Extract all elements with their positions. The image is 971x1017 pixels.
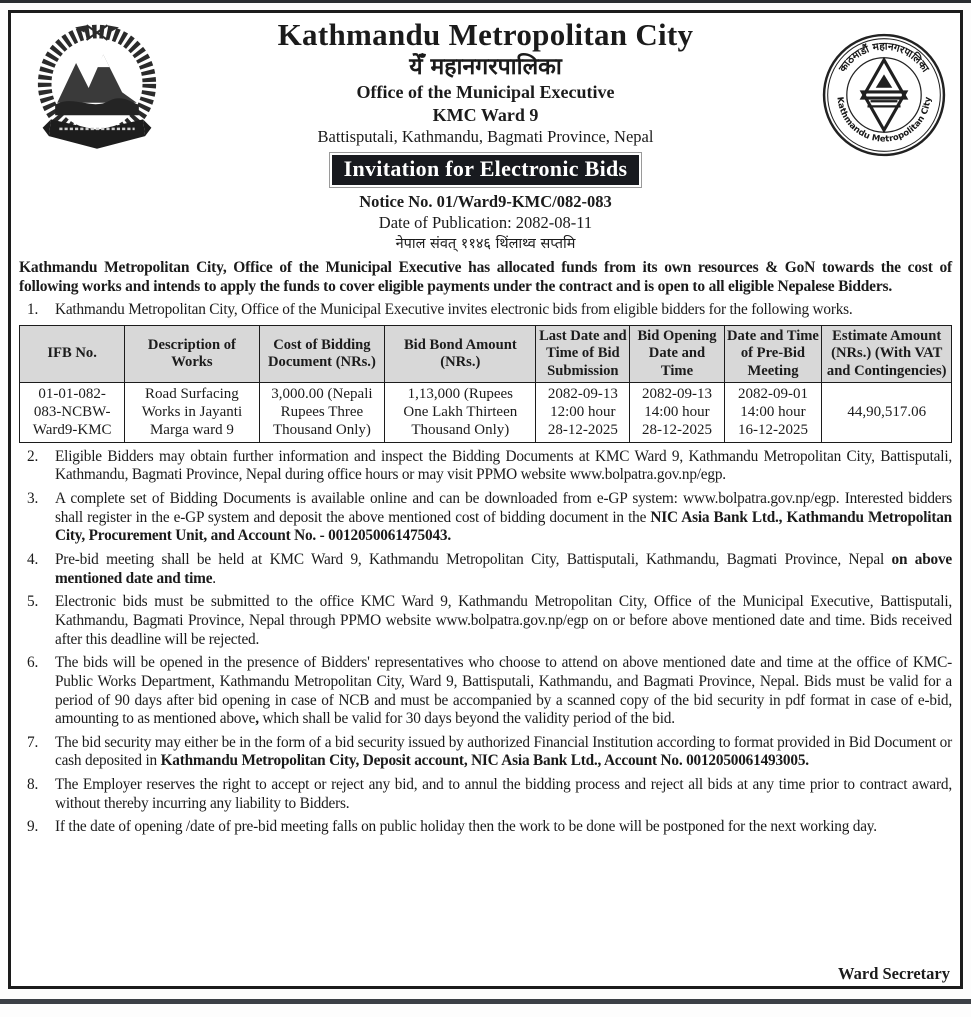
- table-header-cell: Bid Opening Date and Time: [630, 326, 724, 383]
- list-item-text-bold: ,: [255, 710, 259, 728]
- seal-top-text: काठमाडौं महानगरपालिका: [836, 40, 932, 75]
- list-item-text: Pre-bid meeting shall be held at KMC Ward 9, Kathmandu Metropolitan City, Battisputali, Kathmandu, Bagmati Province, Nepal: [55, 550, 892, 568]
- list-item-1-slot: [19, 301, 952, 320]
- nepal-sambat-date: नेपाल संवत् ११४६ थिंलाथ्व सप्तमि: [395, 235, 576, 252]
- table-header-cell: IFB No.: [20, 326, 125, 383]
- list-item-number: 4.: [27, 550, 39, 568]
- list-item-text-bold: NIC Asia Bank Ltd., Kathmandu Metropolitan City, Procurement Unit, and Account No. - 0012050061475043.: [55, 508, 952, 545]
- list-item-number: 3.: [27, 489, 39, 507]
- list-item-text: which shall be valid for 30 days beyond the validity period of the bid.: [258, 710, 675, 728]
- list-item-5: [19, 593, 952, 649]
- list-item-number: 7.: [27, 733, 39, 751]
- bottom-rule: [0, 999, 971, 1004]
- notice-number: Notice No. 01/Ward9-KMC/082-083: [359, 191, 612, 211]
- list-item-7: [19, 734, 952, 771]
- table-header-cell: Cost of Bidding Document (NRs.): [259, 326, 385, 383]
- org-title-nepali: येँ महानगरपालिका: [409, 53, 562, 80]
- list-item-text: Electronic bids must be submitted to the office KMC Ward 9, Kathmandu Metropolitan City, Office of the Municipal Executive, Battisputali, Kathmandu, Bagmati Province, Nepal through PPMO website www.bolpatra.gov.np/egp on or before above mentioned date and time. Bids received after this deadline will be rejected.: [55, 593, 952, 648]
- table-header-row: [20, 326, 952, 383]
- signature-ward-secretary: Ward Secretary: [832, 964, 950, 984]
- org-title: Kathmandu Metropolitan City: [277, 17, 694, 52]
- publication-date: Date of Publication: 2082-08-11: [378, 213, 593, 233]
- list-item-text: Eligible Bidders may obtain further information and inspect the Bidding Documents at KMC Ward 9, Kathmandu Metropolitan City, Battisputali, Kathmandu, Bagmati Province, Nepal during office hours or may visit PPMO website www.bolpatra.gov.np/egp.: [55, 447, 952, 484]
- table-header-cell: Date and Time of Pre-Bid Meeting: [724, 326, 822, 383]
- list-item-2: [19, 448, 952, 485]
- table-cell: 44,90,517.06: [822, 382, 952, 442]
- list-item-6: [19, 654, 952, 729]
- list-item-8: [19, 776, 952, 813]
- list-item-text: The bid security may either be in the form of a bid security issued by authorized Financial Institution according to format provided in Bid Document or cash deposited in: [55, 733, 952, 770]
- table-cell: 1,13,000 (Rupees One Lakh Thirteen Thousand Only): [385, 382, 536, 442]
- seal-bottom-text: Kathmandu Metropolitan City: [835, 96, 933, 144]
- table-header-cell: Estimate Amount (NRs.) (With VAT and Contingencies): [822, 326, 952, 383]
- office-line: Office of the Municipal Executive: [356, 82, 615, 103]
- list-item-number: 2.: [27, 447, 39, 465]
- table-cell: 01-01-082- 083-NCBW- Ward9-KMC: [20, 382, 125, 442]
- list-item-1: [19, 301, 952, 320]
- intro-paragraph: Kathmandu Metropolitan City, Office of the Municipal Executive has allocated funds from its own resources & GoN towards the cost of following works and intends to apply the funds to cover eligible payments under the contract and is open to all eligible Nepalese Bidders.: [19, 259, 952, 296]
- notice-header: [19, 17, 952, 254]
- list-item-9: [19, 818, 952, 837]
- numbered-items: [19, 448, 952, 837]
- list-item-number: 5.: [27, 593, 39, 611]
- kmc-seal-icon: [822, 33, 946, 157]
- list-item-text: The Employer reserves the right to accept or reject any bid, and to annul the bidding process and reject all bids at any time prior to contract award, without thereby incurring any liability to Bidders.: [55, 776, 952, 812]
- top-rule: [0, 0, 971, 3]
- table-cell: 2082-09-13 12:00 hour 28-12-2025: [536, 382, 630, 442]
- svg-text:Kathmandu Metropolitan City: [835, 96, 932, 144]
- table-header-cell: Bid Bond Amount (NRs.): [385, 326, 536, 383]
- table-cell: 2082-09-01 14:00 hour 16-12-2025: [724, 382, 822, 442]
- list-item-text: Kathmandu Metropolitan City, Office of the Municipal Executive invites electronic bids from eligible bidders for the following works.: [55, 301, 853, 319]
- invitation-banner-frame: [329, 152, 643, 188]
- table-cell: 3,000.00 (Nepali Rupees Three Thousand Only): [259, 382, 385, 442]
- list-item-number: 9.: [27, 818, 39, 836]
- table-header-cell: Last Date and Time of Bid Submission: [536, 326, 630, 383]
- list-item-3: [19, 490, 952, 546]
- notice-document: [8, 10, 963, 989]
- list-item-number: 1.: [27, 301, 39, 319]
- list-item-text: A complete set of Bidding Documents is available online and can be downloaded from e-GP system: www.bolpatra.gov.np/egp. Interested bidders shall register in the e-GP system and deposit the above mentioned cost of bidding document in the: [55, 489, 952, 526]
- invitation-banner: Invitation for Electronic Bids: [332, 155, 640, 185]
- list-item-text: If the date of opening /date of pre-bid meeting falls on public holiday then the work to be done will be postponed for the next working day.: [55, 818, 877, 836]
- table-row: [20, 382, 952, 442]
- list-item-text: .: [212, 569, 216, 587]
- list-item-number: 6.: [27, 654, 39, 672]
- ward-line: KMC Ward 9: [432, 104, 539, 125]
- table-header-cell: Description of Works: [125, 326, 259, 383]
- list-item-number: 8.: [27, 776, 39, 794]
- nepal-coat-of-arms-icon: [33, 19, 161, 155]
- list-item-text-bold: Kathmandu Metropolitan City, Deposit account, NIC Asia Bank Ltd., Account No. 0012050061493005.: [160, 752, 809, 770]
- list-item-text-bold: on above mentioned date and time: [55, 550, 953, 587]
- table-cell: 2082-09-13 14:00 hour 28-12-2025: [630, 382, 724, 442]
- list-item-4: [19, 551, 952, 588]
- bids-table: [19, 325, 952, 443]
- list-item-text: The bids will be opened in the presence of Bidders' representatives who choose to attend on above mentioned date and time at the office of KMC-Public Works Department, Kathmandu Metropolitan City, Ward 9, Battisputali, Kathmandu, and Bagmati Province, Nepal. Bids must be valid for a period of 90 days after bid opening in case of NCB and must be accompanied by a scanned copy of the bid security in pdf format in case of e-bid, amounting to as mentioned above: [55, 654, 952, 728]
- address-line: Battisputali, Kathmandu, Bagmati Province, Nepal: [317, 127, 654, 147]
- table-cell: Road Surfacing Works in Jayanti Marga ward 9: [125, 382, 259, 442]
